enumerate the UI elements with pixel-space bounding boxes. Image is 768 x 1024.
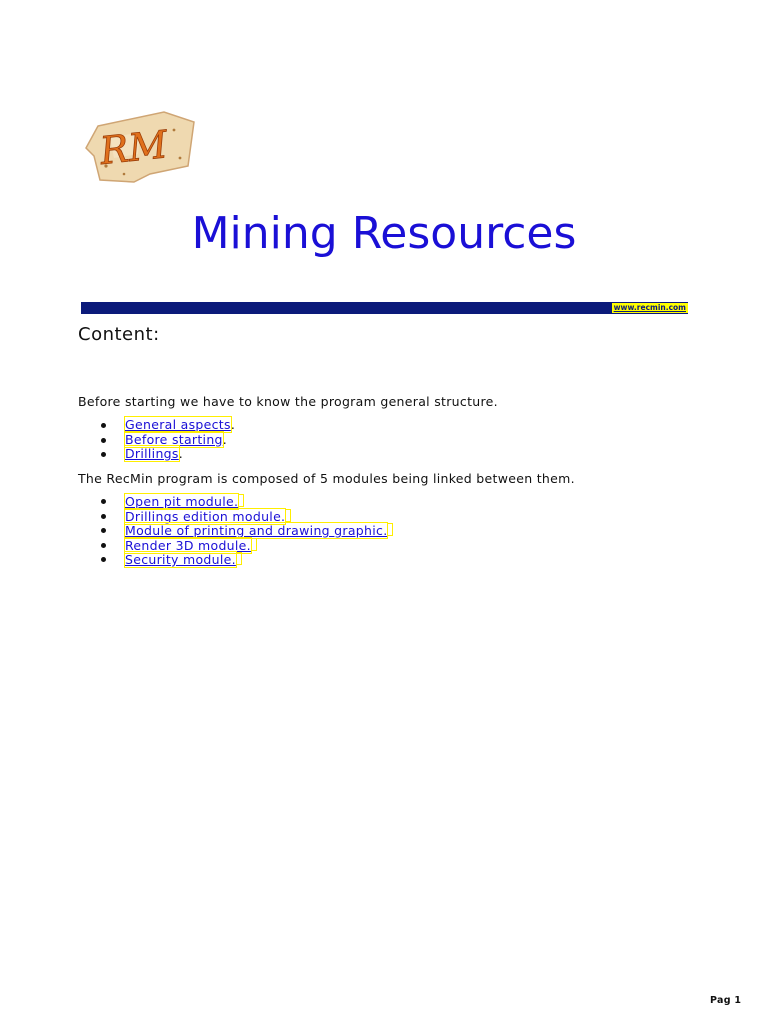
link-open-pit-module[interactable]: Open pit module.	[125, 494, 239, 509]
rm-logo	[80, 108, 198, 188]
link-end-marker	[239, 494, 244, 507]
page-number: Pag 1	[710, 995, 742, 1006]
link-end-marker	[237, 552, 242, 565]
content-heading: Content:	[78, 324, 160, 345]
logo-text: RM	[97, 122, 170, 174]
link-general-aspects[interactable]: General aspects	[125, 417, 231, 432]
bullet-icon	[101, 452, 106, 457]
intro-paragraph: Before starting we have to know the program general structure.	[78, 394, 498, 409]
bullet-icon	[101, 514, 106, 519]
website-link[interactable]: www.recmin.com	[613, 303, 686, 312]
link-security-module[interactable]: Security module.	[125, 552, 236, 567]
bullet-icon	[101, 543, 106, 548]
page-title: Mining Resources	[191, 208, 577, 259]
link-suffix: .	[222, 431, 228, 447]
link-drillings-edition-module[interactable]: Drillings edition module.	[125, 508, 286, 524]
bullet-icon	[101, 423, 106, 428]
link-end-marker	[252, 538, 257, 551]
bullet-icon	[101, 528, 106, 533]
link-printing-drawing-module[interactable]: Module of printing and drawing graphic.	[125, 523, 388, 538]
link-suffix: .	[178, 446, 184, 461]
bullet-icon	[101, 438, 106, 443]
rm-logo-icon	[80, 108, 198, 188]
modules-paragraph: The RecMin program is composed of 5 modules being linked between them.	[78, 471, 575, 486]
bullet-icon	[101, 557, 106, 562]
link-end-marker	[388, 523, 393, 536]
link-drillings[interactable]: Drillings	[125, 446, 179, 461]
link-render-3d-module[interactable]: Render 3D module.	[125, 537, 251, 553]
bullet-icon	[101, 499, 106, 504]
link-before-starting[interactable]: Before starting	[125, 431, 223, 447]
link-suffix: .	[230, 417, 236, 432]
link-end-marker	[286, 509, 291, 522]
header-rule	[81, 302, 688, 314]
